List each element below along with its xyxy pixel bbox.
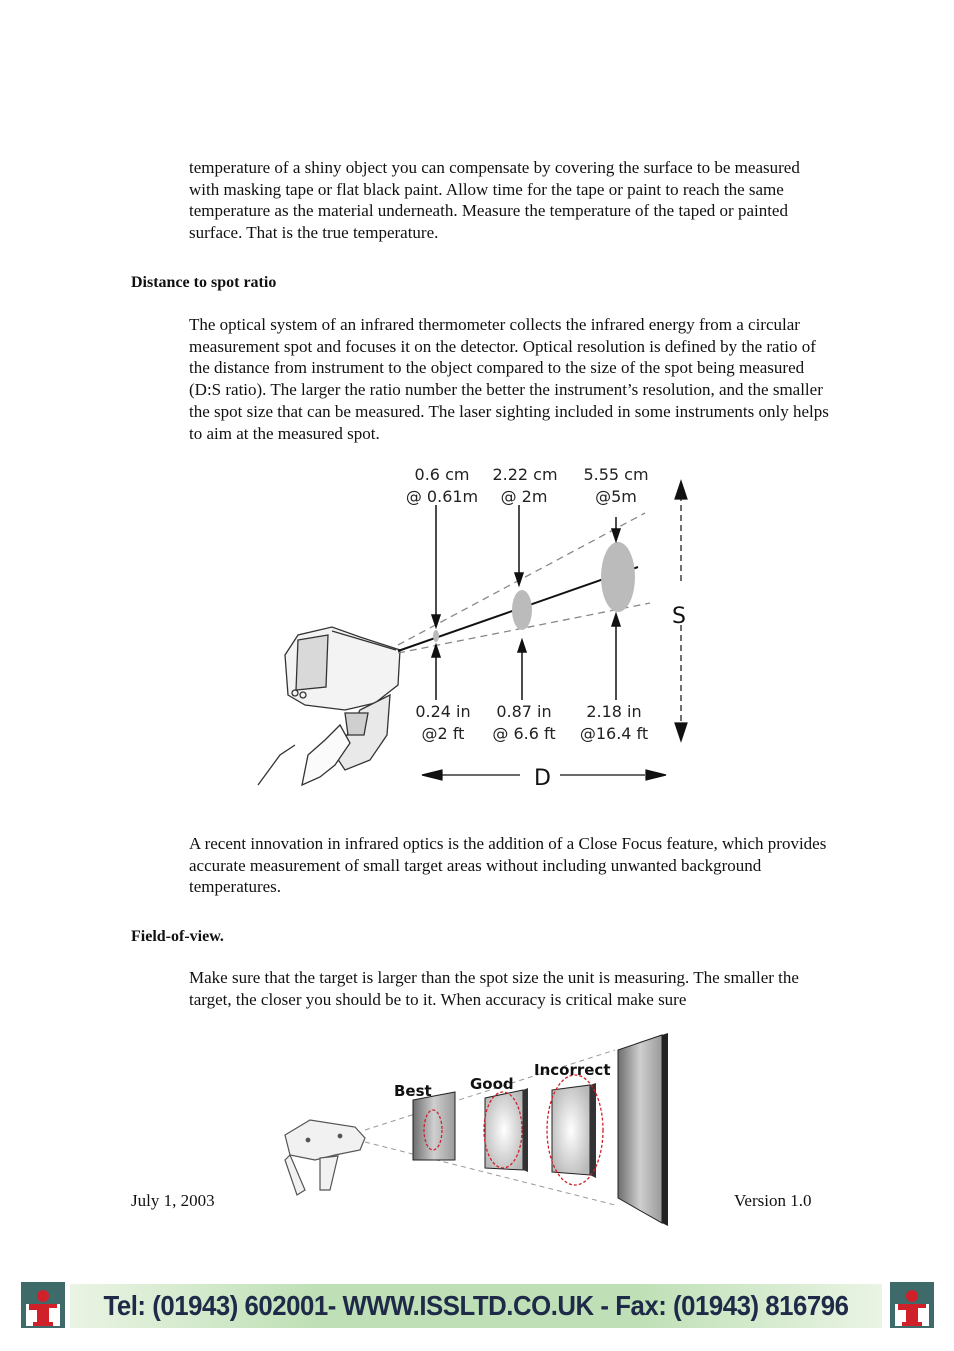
paragraph-close-focus: A recent innovation in infrared optics is the addition of a Close Focus feature, which provides accurate measurement of small target areas without including unwanted background temperatures. [189,834,827,897]
bottom-label-2-line2: @ 6.6 ft [492,724,556,743]
label-good: Good [470,1075,514,1093]
spot-small [433,630,439,642]
fov-thermometer-gun-icon [285,1120,365,1195]
footer-date: July 1, 2003 [131,1191,215,1210]
info-logo-icon-left [21,1282,65,1328]
label-incorrect: Incorrect [534,1061,611,1079]
best-target-panel [413,1092,455,1160]
s-label: S [672,604,686,629]
field-of-view-diagram [280,1030,675,1228]
heading-distance-to-spot-ratio: Distance to spot ratio [131,274,277,291]
info-logo-icon-right [890,1282,934,1328]
top-label-3-line1: 5.55 cm [583,465,649,484]
top-label-2-line2: @ 2m [500,487,548,506]
banner-contact-text: Tel: (01943) 602001- WWW.ISSLTD.CO.UK - Fax: (01943) 816796 [103,1290,849,1321]
bottom-label-2-line1: 0.87 in [496,702,552,721]
paragraph-shiny-object: temperature of a shiny object you can compensate by covering the surface to be measured with masking tape or flat black paint. Allow time for the tape or paint to reach the same temperature as the material underneath. Measure the temperature of the taped or painted surface. That is the true temperature. [189,158,800,243]
top-label-3-line2: @5m [595,487,637,506]
spot-medium [512,590,532,630]
contact-banner [0,1280,954,1332]
background-panel [618,1033,668,1226]
top-label-2-line1: 2.22 cm [492,465,558,484]
spot-large [601,542,635,612]
top-label-1-line2: @ 0.61m [405,487,479,506]
bottom-label-1-line1: 0.24 in [415,702,471,721]
distance-to-spot-diagram [250,455,710,800]
bottom-label-3-line1: 2.18 in [586,702,642,721]
bottom-label-1-line2: @2 ft [421,724,465,743]
top-label-1-line1: 0.6 cm [414,465,470,484]
paragraph-optical-system: The optical system of an infrared thermometer collects the infrared energy from a circular measurement spot and focuses it on the detector. Optical resolution is defined by the ratio of the distance from instrument to the object compared to the size of the spot being measured (D:S ratio). The larger the ratio number the better the instrument’s resolution, and the smaller the spot size that can be measured. The laser sighting included in some instruments only helps to aim at the measured spot. [189,315,829,443]
thermometer-gun-icon [258,627,400,785]
heading-field-of-view: Field-of-view. [131,928,224,945]
incorrect-target-panel [547,1075,603,1185]
good-target-panel [484,1088,528,1172]
label-best: Best [394,1082,432,1100]
d-label: D [534,766,551,791]
paragraph-target-size: Make sure that the target is larger than the spot size the unit is measuring. The smaller the target, the closer you should be to it. When accuracy is critical make sure [189,968,799,1009]
footer-version: Version 1.0 [734,1191,812,1210]
bottom-label-3-line2: @16.4 ft [579,724,649,743]
